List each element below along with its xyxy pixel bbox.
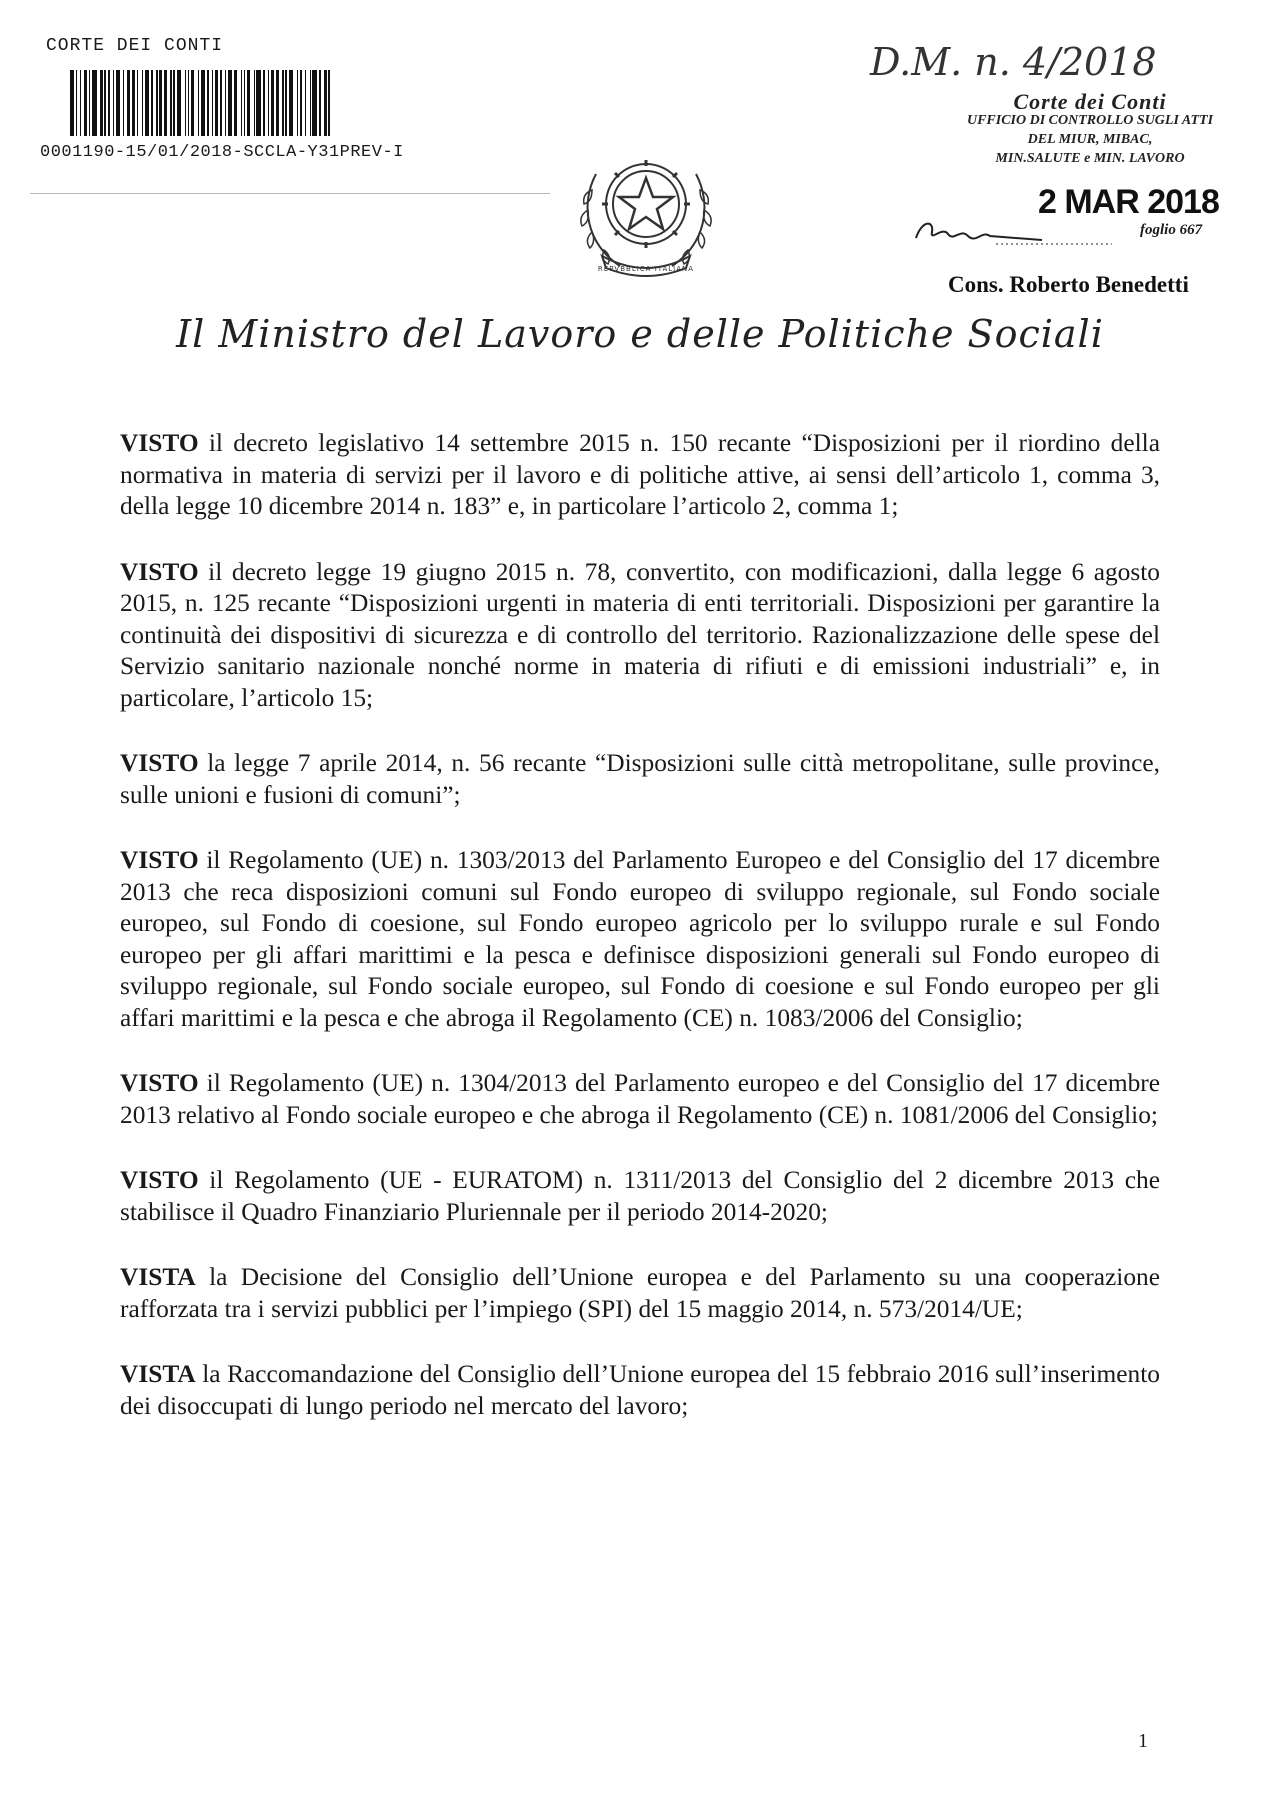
recital-text: il Regolamento (UE) n. 1303/2013 del Parlamento Europeo e del Consiglio del 17 dicembre 2013 che reca disposizioni comuni sul Fondo europeo di sviluppo regionale, sul Fondo sociale europeo, sul Fondo di coesione, sul Fondo europeo agricolo per lo sviluppo rurale e sul Fondo europeo per gli affari marittimi e la pesca e definisce disposizioni generali sul Fondo europeo di sviluppo regionale, sul Fondo sociale europeo, sul Fondo di coesione e sul Fondo europeo per gli affari marittimi e la pesca e che abroga il Regolamento (CE) n. 1083/2006 del Consiglio; [120, 846, 1160, 1032]
recital-paragraph [120, 557, 1160, 715]
barcode-bar [234, 70, 237, 136]
barcode-bar [92, 70, 96, 136]
barcode-bar [328, 70, 329, 136]
recital-paragraph [120, 1068, 1160, 1131]
barcode-bar [241, 70, 242, 136]
barcode [70, 70, 332, 136]
barcode-bar [76, 70, 77, 136]
recital-keyword: VISTO [120, 557, 199, 586]
registration-date: 2 MAR 2018 [1038, 183, 1219, 221]
barcode-bar [151, 70, 152, 136]
dm-number: D.M. n. 4/2018 [870, 40, 1157, 84]
barcode-bar [142, 70, 143, 136]
magistrate-name: Cons. Roberto Benedetti [948, 272, 1189, 297]
recital-text: la Decisione del Consiglio dell’Unione europea e del Parlamento su una cooperazione rafforzata tra i servizi pubblici per l’impiego (SPI) del 15 maggio 2014, n. 573/2014/UE; [120, 1263, 1160, 1323]
recital-text: il decreto legislativo 14 settembre 2015 n. 150 recante “Disposizioni per il riordino della normativa in materia di servizi per il lavoro e di politiche attive, ai sensi dell’articolo 1, comma 3, della legge 10 dicembre 2014 n. 183” e, in particolare l’articolo 2, comma 1; [120, 429, 1160, 520]
barcode-bar [300, 70, 303, 136]
barcode-bar [116, 70, 120, 136]
recital-text: la legge 7 aprile 2014, n. 56 recante “Disposizioni sulle città metropolitane, sulle province, sulle unioni e fusioni di comuni”; [120, 749, 1160, 809]
barcode-bar [127, 70, 130, 136]
barcode-bar [268, 70, 269, 136]
recital-keyword: VISTO [120, 846, 199, 874]
barcode-bar [132, 70, 135, 136]
recital-paragraph [120, 845, 1160, 1034]
barcode-bar [215, 70, 218, 136]
barcode-bar [164, 70, 167, 136]
barcode-bar [282, 70, 283, 136]
registration-stamp [940, 89, 1240, 168]
recital-paragraph [120, 1359, 1160, 1422]
barcode-bar [305, 70, 306, 136]
decree-body [120, 428, 1160, 1456]
barcode-bar [225, 70, 226, 136]
barcode-bar [108, 70, 109, 136]
recital-text: il Regolamento (UE - EURATOM) n. 1311/2013 del Consiglio del 2 dicembre 2013 che stabilisce il Quadro Finanziario Pluriennale per il periodo 2014-2020; [120, 1166, 1160, 1226]
svg-text:REPVBBLICA ITALIANA: REPVBBLICA ITALIANA [597, 265, 695, 273]
barcode-bar [289, 70, 293, 136]
barcode-bar [191, 70, 194, 136]
recital-keyword: VISTA [120, 1360, 196, 1388]
barcode-bar [276, 70, 279, 136]
stamp-office-ministries: DEL MIUR, MIBAC, [1027, 132, 1153, 147]
barcode-bar [198, 70, 199, 136]
header-divider [30, 193, 550, 194]
barcode-bar [244, 70, 245, 136]
recital-paragraph [120, 1165, 1160, 1228]
barcode-bar [324, 70, 327, 136]
barcode-bar [220, 70, 221, 136]
barcode-bar [170, 70, 171, 136]
protocol-number: 0001190-15/01/2018-SCCLA-Y31PREV-I [40, 143, 404, 162]
barcode-bar [254, 70, 255, 136]
barcode-bar [201, 70, 205, 136]
barcode-bar [100, 70, 103, 136]
barcode-bar [89, 70, 90, 136]
barcode-bar [145, 70, 149, 136]
barcode-bar [185, 70, 186, 136]
barcode-bar [271, 70, 274, 136]
recital-text: il Regolamento (UE) n. 1304/2013 del Parlamento europeo e del Consiglio del 17 dicembre 2013 relativo al Fondo sociale europeo e che abroga il Regolamento (CE) n. 1081/2006 del Consiglio; [120, 1069, 1160, 1129]
barcode-bar [310, 70, 311, 136]
barcode-bar [297, 70, 298, 136]
recital-paragraph [120, 1262, 1160, 1325]
barcode-bar [228, 70, 232, 136]
barcode-bar [156, 70, 157, 136]
ministry-heading: Il Ministro del Lavoro e delle Politiche Sociali [176, 312, 1104, 356]
barcode-bar [104, 70, 105, 136]
recital-keyword: VISTO [120, 429, 199, 457]
recital-paragraph [120, 428, 1160, 523]
recital-text: il decreto legge 19 giugno 2015 n. 78, convertito, con modificazioni, dalla legge 6 agosto 2015, n. 125 recante “Disposizioni urgenti in materia di enti territoriali. Disposizioni per garantire la continuità dei dispositivi di sicurezza e di controllo del territorio. Razionalizzazione delle spese del Servizio sanitario nazionale nonché norme in materia di rifiuti e di emissioni industriali” e, in particolare, l’articolo 15; [120, 557, 1160, 712]
barcode-bar [159, 70, 162, 136]
barcode-bar [212, 70, 213, 136]
barcode-bar [80, 70, 81, 136]
barcode-bar [173, 70, 174, 136]
barcode-bar [84, 70, 87, 136]
barcode-bar [285, 70, 286, 136]
barcode-bar [113, 70, 114, 136]
stamp-office: UFFICIO DI CONTROLLO SUGLI ATTI [966, 113, 1214, 128]
stamp-court-name: Corte dei Conti [1013, 89, 1167, 114]
barcode-bar [123, 70, 124, 136]
recital-paragraph [120, 748, 1160, 811]
barcode-bar [137, 70, 138, 136]
recital-text: la Raccomandazione del Consiglio dell’Unione europea del 15 febbraio 2016 sull’inserimento dei disoccupati di lungo periodo nel mercato del lavoro; [120, 1360, 1160, 1420]
barcode-bar [263, 70, 264, 136]
barcode-bar [177, 70, 181, 136]
cdc-title: CORTE DEI CONTI [46, 36, 224, 56]
barcode-bar [247, 70, 250, 136]
barcode-bar [319, 70, 320, 136]
recital-keyword: VISTO [120, 749, 199, 777]
barcode-bar [312, 70, 316, 136]
barcode-bar [70, 70, 74, 136]
stamp-office-ministries-2: MIN.SALUTE e MIN. LAVORO [995, 151, 1185, 166]
barcode-bar [188, 70, 189, 136]
page-number: 1 [1138, 1730, 1148, 1752]
recital-keyword: VISTO [120, 1069, 199, 1097]
barcode-bar [256, 70, 260, 136]
republic-emblem-icon [572, 134, 720, 282]
recital-keyword: VISTA [120, 1263, 196, 1291]
barcode-bar [207, 70, 208, 136]
recital-keyword: VISTO [120, 1166, 199, 1194]
registration-sheet: foglio 667 [1140, 222, 1203, 238]
